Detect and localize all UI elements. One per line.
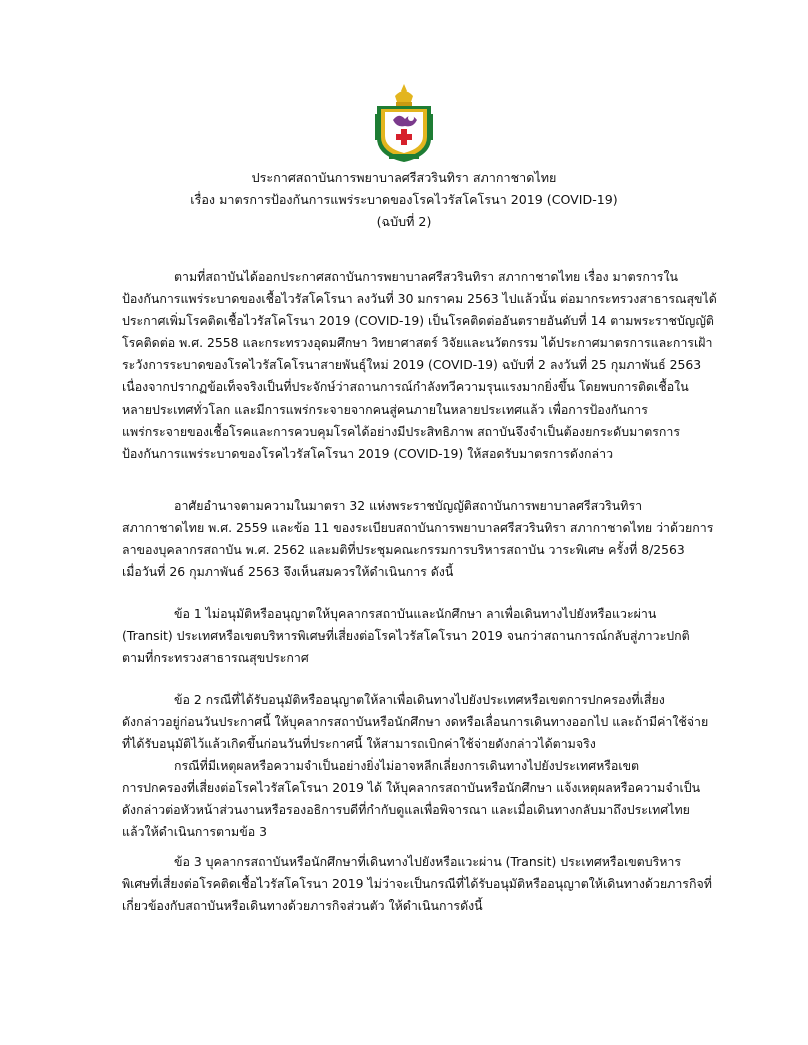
clause-1: [122, 603, 742, 669]
paragraph-line: สภากาชาดไทย พ.ศ. 2559 และข้อ 11 ของระเบียบสถาบันการพยาบาลศรีสวรินทิรา สภากาชาดไทย ว่าด้วยการ: [122, 520, 714, 536]
paragraph-background: [122, 266, 742, 465]
paragraph-line: ประกาศเพิ่มโรคติดเชื้อไวรัสโคโรนา 2019 (COVID-19) เป็นโรคติดต่ออันตรายอันดับที่ 14 ตามพระราชบัญญัติ: [122, 313, 714, 329]
paragraph-line: แพร่กระจายของเชื้อโรคและการควบคุมโรคได้อย่างมีประสิทธิภาพ สถาบันจึงจำเป็นต้องยกระดับมาตรการ: [122, 423, 681, 439]
paragraph-line: อาศัยอำนาจตามความในมาตรา 32 แห่งพระราชบัญญัติสถาบันการพยาบาลศรีสวรินทิรา: [174, 498, 643, 513]
paragraph-line: กรณีที่มีเหตุผลหรือความจำเป็นอย่างยิ่งไม่อาจหลีกเลี่ยงการเดินทางไปยังประเทศหรือเขต: [174, 758, 640, 773]
paragraph-line: เนื่องจากปรากฏข้อเท็จจริงเป็นที่ประจักษ์ว่าสถานการณ์กำลังทวีความรุนแรงมากยิ่งขึ้น โดยพบการติดเชื้อใน: [122, 379, 689, 395]
paragraph-line: โรคติดต่อ พ.ศ. 2558 และกระทรวงอุดมศึกษา วิทยาศาสตร์ วิจัยและนวัตกรรม ได้ประกาศมาตรการและการเฝ้า: [122, 335, 713, 351]
paragraph-line: ดังกล่าวอยู่ก่อนวันประกาศนี้ ให้บุคลากรสถาบันหรือนักศึกษา งดหรือเลื่อนการเดินทางออกไป และถ้ามีค่าใช้จ่าย: [122, 714, 709, 730]
announcement-title: ประกาศสถาบันการพยาบาลศรีสวรินทิรา สภากาชาดไทย: [251, 170, 557, 185]
paragraph-line: ตามที่สถาบันได้ออกประกาศสถาบันการพยาบาลศรีสวรินทิรา สภากาชาดไทย เรื่อง มาตรการใน: [174, 269, 678, 284]
paragraph-line: พิเศษที่เสี่ยงต่อโรคติดเชื้อไวรัสโคโรนา 2019 ไม่ว่าจะเป็นกรณีที่ได้รับอนุมัติหรืออนุญาตให้เดินทางด้วยภารกิจที่: [122, 876, 712, 892]
clause-2-exception: [122, 755, 742, 843]
paragraph-line: ข้อ 2 กรณีที่ได้รับอนุมัติหรืออนุญาตให้ลาเพื่อเดินทางไปยังประเทศหรือเขตการปกครองที่เสี่ยง: [174, 692, 665, 707]
paragraph-authority: [122, 495, 742, 583]
paragraph-line: ป้องกันการแพร่ระบาดของโรคไวรัสโคโรนา 2019 (COVID-19) ให้สอดรับมาตรการดังกล่าว: [122, 445, 614, 461]
paragraph-line: ระวังการระบาดของโรคไวรัสโคโรนาสายพันธุ์ใหม่ 2019 (COVID-19) ฉบับที่ 2 ลงวันที่ 25 กุมภาพันธ์ 2563: [122, 357, 702, 373]
clause-2: [122, 689, 742, 755]
paragraph-line: ลาของบุคลากรสถาบัน พ.ศ. 2562 และมติที่ประชุมคณะกรรมการบริหารสถาบัน วาระพิเศษ ครั้งที่ 8/2563: [122, 542, 685, 558]
announcement-subject: เรื่อง มาตรการป้องกันการแพร่ระบาดของโรคไวรัสโคโรนา 2019 (COVID-19): [190, 192, 618, 207]
paragraph-line: ป้องกันการแพร่ระบาดของเชื้อไวรัสโคโรนา ลงวันที่ 30 มกราคม 2563 ไปแล้วนั้น ต่อมากระทรวงสาธารณสุขได้: [122, 291, 717, 307]
institute-emblem-icon: [371, 84, 437, 162]
paragraph-line: หลายประเทศทั่วโลก และมีการแพร่กระจายจากคนสู่คนภายในหลายประเทศแล้ว เพื่อการป้องกันการ: [122, 401, 648, 417]
paragraph-line: ตามที่กระทรวงสาธารณสุขประกาศ: [122, 650, 309, 666]
paragraph-line: แล้วให้ดำเนินการตามข้อ 3: [122, 824, 267, 840]
paragraph-line: ข้อ 3 บุคลากรสถาบันหรือนักศึกษาที่เดินทางไปยังหรือแวะผ่าน (Transit) ประเทศหรือเขตบริหาร: [174, 854, 682, 869]
paragraph-line: การปกครองที่เสี่ยงต่อโรคไวรัสโคโรนา 2019 ได้ ให้บุคลากรสถาบันหรือนักศึกษา แจ้งเหตุผลหรือความจำเป็น: [122, 780, 701, 796]
paragraph-line: เกี่ยวข้องกับสถาบันหรือเดินทางด้วยภารกิจส่วนตัว ให้ดำเนินการดังนี้: [122, 898, 483, 914]
paragraph-line: ข้อ 1 ไม่อนุมัติหรืออนุญาตให้บุคลากรสถาบันและนักศึกษา ลาเพื่อเดินทางไปยังหรือแวะผ่าน: [174, 606, 657, 621]
paragraph-line: ที่ได้รับอนุมัติไว้แล้วเกิดขึ้นก่อนวันที่ประกาศนี้ ให้สามารถเบิกค่าใช้จ่ายดังกล่าวได้ตามจริง: [122, 736, 596, 752]
paragraph-line: ดังกล่าวต่อหัวหน้าส่วนงานหรือรองอธิการบดีที่กำกับดูแลเพื่อพิจารณา และเมื่อเดินทางกลับมาถึงประเทศไทย: [122, 802, 690, 818]
announcement-edition: (ฉบับที่ 2): [376, 214, 432, 229]
paragraph-line: (Transit) ประเทศหรือเขตบริหารพิเศษที่เสี่ยงต่อโรคไวรัสโคโรนา 2019 จนกว่าสถานการณ์กลับสู่ภาวะปกติ: [122, 628, 690, 644]
clause-3: [122, 851, 742, 917]
paragraph-line: เมื่อวันที่ 26 กุมภาพันธ์ 2563 จึงเห็นสมควรให้ดำเนินการ ดังนี้: [122, 564, 454, 580]
